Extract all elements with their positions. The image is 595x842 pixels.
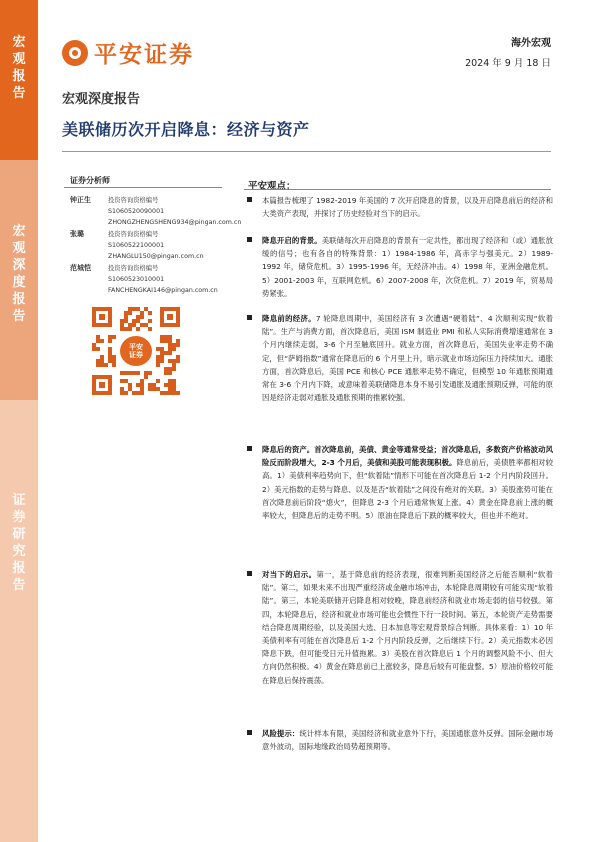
- side-strip-research: [0, 400, 38, 842]
- paragraph-lead: 降息开启的背景。: [262, 236, 322, 245]
- qr-logo-line: 证券: [129, 351, 143, 359]
- analyst-email[interactable]: FANCHENGKAI146@pingan.com.cn: [108, 287, 218, 294]
- qr-module: [168, 371, 172, 375]
- qr-module: [148, 371, 152, 375]
- qr-finder-top-left: [92, 307, 112, 327]
- brand-logo-text: 平安证券: [94, 42, 194, 68]
- qr-module: [136, 371, 140, 375]
- qr-module: [172, 347, 176, 351]
- document-type: 宏观深度报告: [62, 92, 141, 107]
- qr-module: [140, 391, 144, 395]
- qr-module: [112, 363, 116, 367]
- paragraph-text: 美联储每次开启降息的背景有一定共性，都出现了经济和（或）通胀放缓的信号；也有各自的特殊背景：1）1984-1986 年，高赤字与强美元。2）1989-1992 年，储贷危机。3）1995-1996 年，无经济冲击。4）1998 年，亚洲金融危机。5）2001-2003 年，互联网危机。6）2007-2008 年，次贷危机。7）2019 年，贸易局势紧张。: [262, 236, 553, 298]
- view-paragraph: [247, 568, 553, 687]
- side-label-research: 证券研究报告: [12, 493, 26, 593]
- analyst-cert-label: 投资咨询资格编号: [108, 265, 159, 272]
- report-category: 海外宏观: [511, 38, 551, 49]
- analyst-email[interactable]: ZHONGZHENGSHENG934@pingan.com.cn: [108, 219, 242, 226]
- view-paragraph: [247, 727, 553, 753]
- views-heading: 平安观点：: [248, 181, 296, 192]
- qr-module: [144, 375, 148, 379]
- document-title: 美联储历次开启降息：经济与资产: [62, 120, 310, 139]
- qr-logo-line: 平安: [129, 343, 143, 351]
- bullet-square-icon: [247, 730, 252, 735]
- analyst-cert-number: S1060520090001: [108, 208, 165, 215]
- paragraph-text: 7 轮降息周期中，美国经济有 3 次遭遇“硬着陆”、4 次顺利实现“软着陆”。生产与消费方面，首次降息后，美国 ISM 制造业 PMI 和私人实际消费增速通常在 3 个月内继续走弱，3-6 个月至触底回升。就业方面，首次降息后，美国失业率走势不确定，但“萨姆指数”通常在降息后的 6 个月里上升，暗示就业市场边际压力持续加大。通胀方面，首次降息后，美国 PCE 和核心 PCE 通胀率走势不确定，但模型 10 年通胀预期通常在 3-6 个月内下降，或意味着美联储降息本身不易引发通胀及通胀预期反弹，可能的原因是经济走弱对通胀及通胀预期的推累较强。: [262, 314, 553, 403]
- qr-module: [128, 311, 132, 315]
- qr-module: [148, 327, 152, 331]
- paragraph-text: 统计样本有限，美国经济和就业意外下行，美国通胀意外反弹。国际金融市场意外波动，国际地缘政治局势超预期等。: [262, 729, 553, 752]
- side-strip-report: [0, 0, 38, 160]
- title-divider: [62, 151, 551, 152]
- qr-module: [96, 347, 100, 351]
- side-label-macro-report: 宏观报告: [12, 35, 26, 101]
- qr-module: [100, 339, 104, 343]
- qr-module: [104, 363, 108, 367]
- report-date: 2024 年 9 月 18 日: [465, 58, 551, 69]
- analyst-name: 范城恺: [70, 264, 91, 272]
- qr-module: [148, 319, 152, 323]
- analyst-heading: 证券分析师: [70, 176, 110, 185]
- bullet-square-icon: [247, 315, 252, 320]
- qr-module: [176, 391, 180, 395]
- analyst-divider: [64, 187, 222, 188]
- qr-module: [176, 359, 180, 363]
- qr-module: [156, 363, 160, 367]
- paragraph-text: 第一，基于降息前的经济表现，很难判断美国经济之后能否顺利“软着陆”。第二，如果未来不出现严重经济或金融市场冲击，本轮降息周期较有可能实现“软着陆”。第三，本轮美联储开启降息相对较晚，降息前经济和就业市场走弱的信号较强。第四，本轮降息后，经济和就业市场可能也会惯性下行一段时间。第五，本轮资产走势需要结合降息周期经验，以及美国大选、日本加息等宏观背景综合判断。具体来看：1）10 年美债利率有可能在首次降息后 1-2 个月内阶段反弹，之后继续下行。2）美元指数未必因降息下跌，但可能受日元升值拖累。3）美股在首次降息后 1 个月的调整风险不小、但大方向仍然积极。4）黄金在降息前已上涨较多，降息后较有可能盘整。5）原油价格较可能在降息后保持震荡。: [262, 570, 553, 685]
- qr-module: [124, 391, 128, 395]
- paragraph-lead: 风险提示：: [262, 729, 300, 738]
- bullet-square-icon: [247, 446, 252, 451]
- paragraph-lead: 降息前的经济。: [262, 314, 316, 323]
- paragraph-lead: 对当下的启示。: [262, 570, 317, 579]
- qr-module: [160, 359, 164, 363]
- analyst-name: 张璐: [70, 230, 84, 238]
- view-paragraph: [247, 194, 553, 220]
- paragraph-text: 降息前后，美债胜率都相对较高。1）美债利率趋势向下，但“软着陆”情形下可能在首次降息后 1-2 个月内阶段回升。2）美元指数的走势与降息、以及是否“软着陆”之间没有绝对的关联。3）美股涨势可能在首次降息前后阶段“熄火”，但降息 2-3 个月后通常恢复上涨。4）黄金在降息前上涨的概率较大，但降息后的走势不明。5）原油在降息后下跌的概率较大，但也并不绝对。: [262, 458, 553, 521]
- analyst-cert-label: 投资咨询资格编号: [108, 197, 159, 204]
- view-paragraph: [247, 234, 553, 300]
- side-label-macro-deep: 宏观深度报告: [12, 224, 26, 324]
- qr-module: [136, 327, 140, 331]
- analyst-cert-number: S1060523010001: [108, 276, 165, 283]
- qr-module: [148, 311, 152, 315]
- view-paragraph: [247, 312, 553, 404]
- side-strip-deep: [0, 160, 38, 400]
- view-paragraph: [247, 443, 553, 522]
- analyst-cert-label: 投资咨询资格编号: [108, 231, 159, 238]
- qr-module: [172, 367, 176, 371]
- paragraph-text: 本篇报告梳理了 1982-2019 年美国的 7 次开启降息的背景，以及开启降息前后的经济和大类资产表现，并探讨了历史经验对当下的启示。: [262, 196, 553, 219]
- bullet-square-icon: [247, 237, 252, 242]
- qr-module: [108, 339, 112, 343]
- qr-center-logo: [118, 334, 154, 368]
- analyst-cert-number: S1060522100001: [108, 242, 165, 249]
- analyst-email[interactable]: ZHANGLU150@pingan.com.cn: [108, 253, 204, 260]
- qr-finder-top-right: [160, 307, 180, 327]
- qr-module: [168, 351, 172, 355]
- views-divider: [244, 189, 551, 190]
- bullet-square-icon: [247, 571, 252, 576]
- qr-code[interactable]: [92, 307, 180, 395]
- qr-module: [128, 327, 132, 331]
- brand-logo-icon: [62, 40, 88, 66]
- qr-module: [156, 379, 160, 383]
- paragraph-lead: 降息后的资产。首次降息前，美债、黄金等通常受益；首次降息后，多数资产价格波动风险反而阶段增大，2-3 个月后，美债和美股可能表现积极。: [262, 445, 553, 468]
- side-strip: [0, 0, 38, 842]
- bullet-square-icon: [247, 197, 252, 202]
- qr-finder-bottom-left: [92, 375, 112, 395]
- brand-logo: [62, 36, 194, 69]
- qr-module: [140, 315, 144, 319]
- qr-module: [176, 343, 180, 347]
- analyst-name: 钟正生: [70, 196, 91, 204]
- qr-module: [112, 335, 116, 339]
